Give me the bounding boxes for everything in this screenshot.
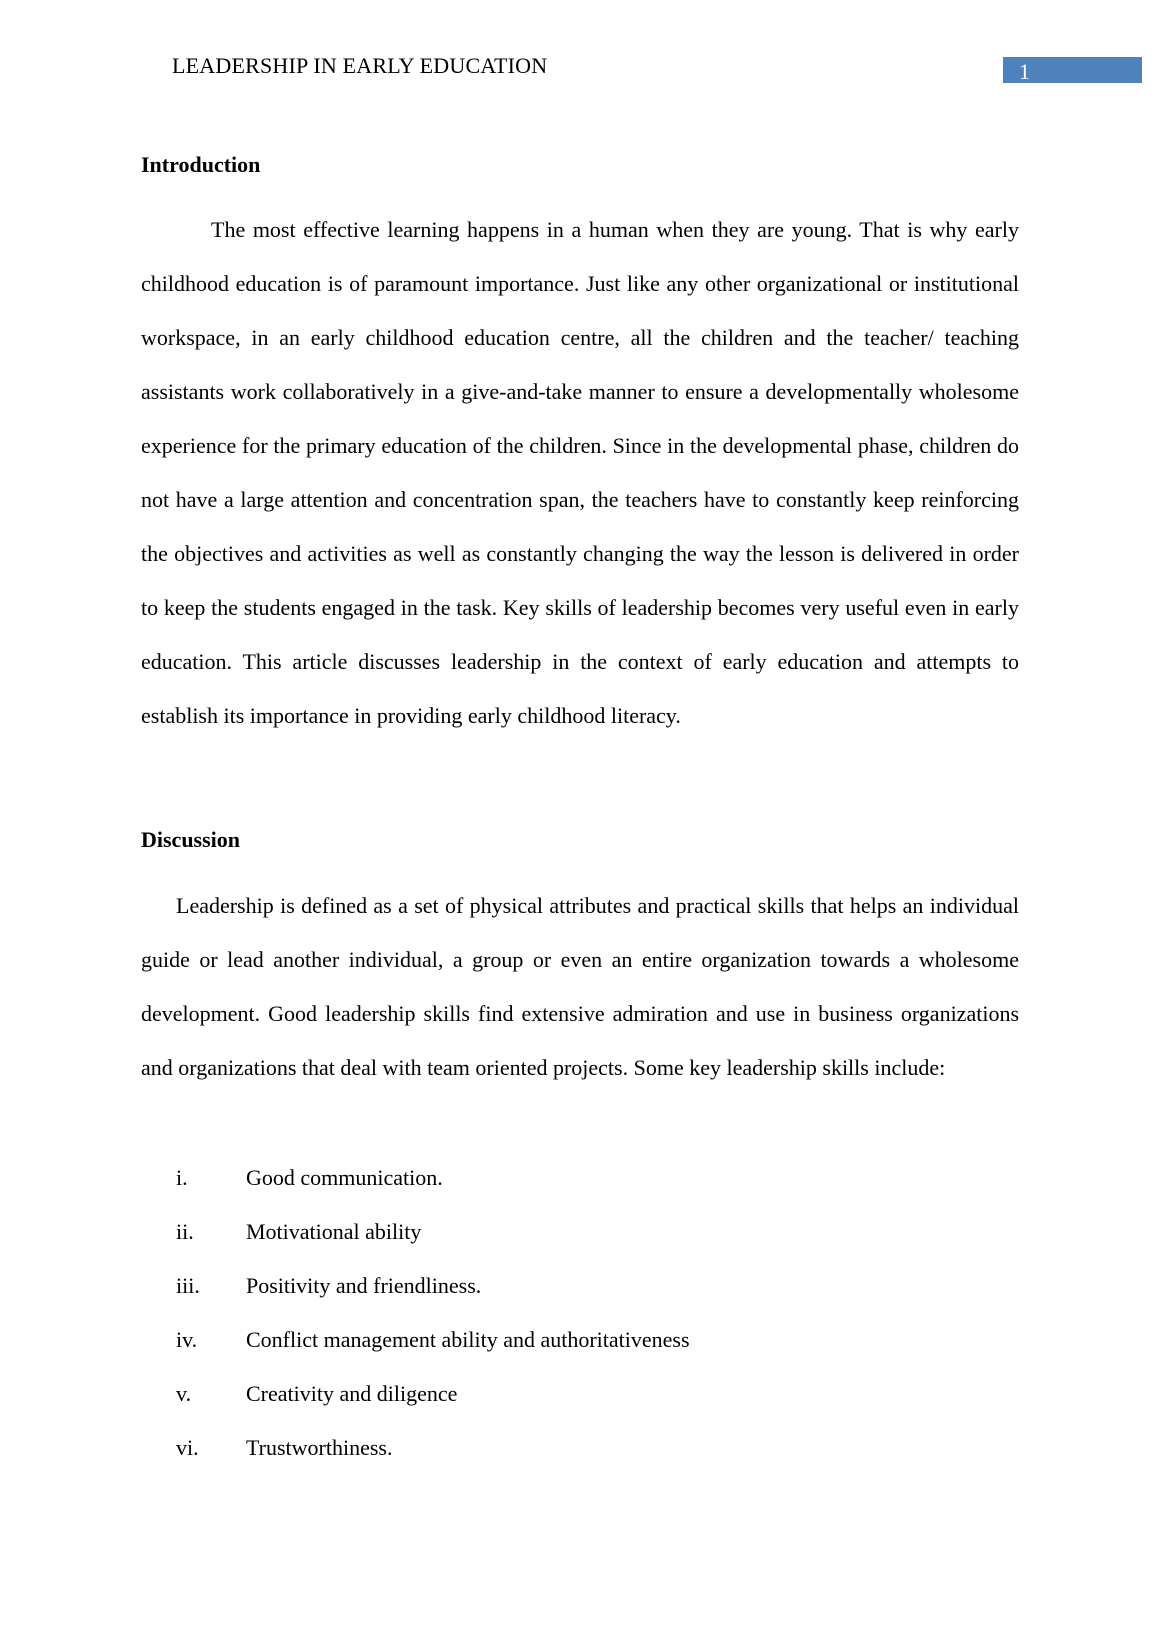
discussion-paragraph: Leadership is defined as a set of physical attributes and practical skills that helps an individual guide or lead another individual, a group or even an entire organization towards a wholesome development. Good leadership skills find extensive admiration and use in business organizations and organizations that deal with team oriented projects. Some key leadership skills include:: [141, 893, 1019, 1080]
list-marker: iv.: [176, 1327, 198, 1352]
list-item-text: Good communication.: [246, 1165, 443, 1190]
list-item-text: Positivity and friendliness.: [246, 1273, 482, 1298]
list-marker: i.: [176, 1165, 188, 1190]
list-item-text: Motivational ability: [246, 1219, 422, 1244]
list-item-text: Conflict management ability and authoritativeness: [246, 1327, 690, 1352]
section-heading-discussion: Discussion: [141, 827, 241, 852]
introduction-paragraph: The most effective learning happens in a human when they are young. That is why early childhood education is of paramount importance. Just like any other organizational or institutional workspace, in an early childhood education centre, all the children and the teacher/ teaching assistants work collaboratively in a give-and-take manner to ensure a developmentally wholesome experience for the primary education of the children. Since in the developmental phase, children do not have a large attention and concentration span, the teachers have to constantly keep reinforcing the objectives and activities as well as constantly changing the way the lesson is delivered in order to keep the students engaged in the task. Key skills of leadership becomes very useful even in early education. This article discusses leadership in the context of early education and attempts to establish its importance in providing early childhood literacy.: [141, 217, 1019, 728]
page-number: 1: [1003, 57, 1142, 83]
list-marker: vi.: [176, 1435, 199, 1460]
list-item-text: Creativity and diligence: [246, 1381, 458, 1406]
section-heading-introduction: Introduction: [141, 152, 261, 177]
list-marker: iii.: [176, 1273, 200, 1298]
list-marker: ii.: [176, 1219, 194, 1244]
list-item-text: Trustworthiness.: [246, 1435, 393, 1460]
list-marker: v.: [176, 1381, 192, 1406]
running-head: LEADERSHIP IN EARLY EDUCATION: [172, 53, 548, 78]
